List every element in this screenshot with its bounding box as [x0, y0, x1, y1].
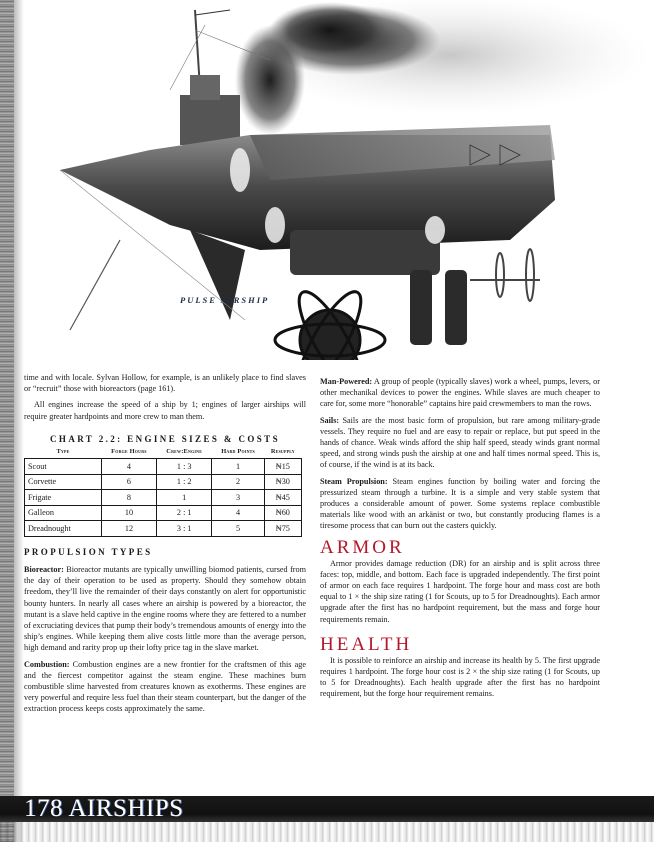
pulse-airship-illustration: [30, 0, 650, 360]
cell-crew-engine: 2 : 1: [156, 505, 212, 521]
cell-type: Frigate: [25, 490, 102, 506]
cell-hard-points: 1: [212, 459, 264, 475]
cell-type: Scout: [25, 459, 102, 475]
cell-resupply: ₦60: [264, 505, 301, 521]
page-number: 178: [24, 795, 63, 822]
cell-crew-engine: 1 : 2: [156, 474, 212, 490]
man-powered-term: Man-Powered:: [320, 377, 373, 386]
sails-paragraph: [320, 415, 600, 471]
cell-forge-hours: 12: [101, 521, 156, 537]
cell-type: Galleon: [25, 505, 102, 521]
header-forge-hours: Forge Hours: [111, 448, 147, 456]
health-paragraph: It is possible to reinforce an airship and increase its health by 5. The first upgrade requires 1 hardpoint. The forge hour cost is 2 × the ship size rating (1 for Scouts, up to 5 for Dreadnoughts). Each health upgrade after the first has no hardpoint requirement, but the forge hour requirement remains.: [320, 655, 600, 699]
cell-resupply: ₦45: [264, 490, 301, 506]
steam-paragraph: [320, 476, 600, 532]
steam-text: Steam engines function by boiling water and forcing the pressurized steam through a turbine. It is a simple and very stable system that produces a considerable amount of power. Some systems replace combustible materials like wood with an arkänist or two, but constantly producing flames is a tiresome process that can burn out the casters quickly.: [320, 476, 600, 531]
cell-resupply: ₦75: [264, 521, 301, 537]
right-column: [320, 376, 600, 705]
table-row: [25, 490, 302, 506]
health-heading: HEALTH: [320, 633, 413, 655]
combustion-term: Combustion:: [24, 659, 70, 669]
page-footer: [24, 795, 184, 823]
cell-type: Dreadnought: [25, 521, 102, 537]
intro-paragraph-2: All engines increase the speed of a ship by 1; engines of larger airships will require greater hardpoints and more crew to man them.: [24, 400, 306, 421]
header-crew-engine: Crew:Engine: [166, 448, 203, 456]
engine-sizes-table: [24, 446, 302, 537]
header-resupply: Resupply: [270, 448, 295, 456]
cell-hard-points: 3: [212, 490, 264, 506]
cell-forge-hours: 4: [101, 459, 156, 475]
header-type: Type: [56, 448, 70, 456]
combustion-text: Combustion engines are a new frontier for the craftsmen of this age and the fiercest competitor against the steam engine. These machines burn combustible slime harvested from creatures known as exotherms. These engines are very powerful and require less fuel than their steam counterpart, but the danger of the extraction process keeps costs approximately the same.: [24, 659, 306, 714]
armor-paragraph: Armor provides damage reduction (DR) for an airship and is split across three faces: top, middle, and bottom. Each face is upgraded independently. The first point of armor on each face requires 1 hardpoint. The forge hour and mass cost are both equal to 1 × the ship size rating (1 for Scouts, up to 5 for Dreadnoughts). Each armor upgrade after the first has no hardpoint requirement, but the mass and forge hour requirements remain.: [320, 558, 600, 624]
cell-hard-points: 5: [212, 521, 264, 537]
intro-paragraph-1: time and with locale. Sylvan Hollow, for example, is an unlikely place to find slaves or “recruit” those with bioreactors (page 161).: [24, 373, 306, 394]
table-header-row: [25, 446, 302, 459]
cell-forge-hours: 10: [101, 505, 156, 521]
man-powered-text: A group of people (typically slaves) work a wheel, pumps, levers, or other mechanikal devices to power the engines. While slaves are much cheaper to care for, some more “honorable” captains hire paid crewmembers to man the rows.: [320, 377, 600, 409]
bioreactor-paragraph: [24, 564, 306, 654]
combustion-paragraph: [24, 659, 306, 715]
table-row: [25, 505, 302, 521]
steam-term: Steam Propulsion:: [320, 476, 388, 486]
cell-crew-engine: 3 : 1: [156, 521, 212, 537]
table-row: [25, 521, 302, 537]
page-edge-texture: [0, 0, 14, 842]
table-row: [25, 459, 302, 475]
section-title: AIRSHIPS: [68, 795, 184, 822]
sails-text: Sails are the most basic form of propulsion, but rare among military-grade vessels. They require no fuel and are easy to repair or replace, but put speed in the hands of chance. Weak winds afford the ship half speed, steady winds grant normal speed, and strong winds push the airship at one and half times normal speed. This is, of course, if the wind is at its back.: [320, 415, 600, 470]
header-hard-points: Hard Points: [221, 448, 255, 456]
cell-hard-points: 2: [212, 474, 264, 490]
cell-crew-engine: 1: [156, 490, 212, 506]
armor-heading: ARMOR: [320, 536, 405, 558]
man-powered-paragraph: [320, 376, 600, 410]
table-row: [25, 474, 302, 490]
cell-hard-points: 4: [212, 505, 264, 521]
illustration-caption: PULSE AIRSHIP: [180, 295, 270, 305]
cell-forge-hours: 6: [101, 474, 156, 490]
airship-icon: [30, 0, 650, 360]
bioreactor-term: Bioreactor:: [24, 564, 64, 574]
cell-type: Corvette: [25, 474, 102, 490]
cell-resupply: ₦30: [264, 474, 301, 490]
chart-title: CHART 2.2: ENGINE SIZES & COSTS: [50, 433, 280, 444]
left-column: [24, 372, 306, 720]
cell-forge-hours: 8: [101, 490, 156, 506]
cell-resupply: ₦15: [264, 459, 301, 475]
bioreactor-text: Bioreactor mutants are typically unwilling biomod patients, cursed from the day of their operation to be used as property. Should they somehow obtain freedom, they’ll live the remainder of their days constantly on alert for opportunistic bounty hunters. In nearly all cases where an airship is powered by a bioreactor, the mutant is a slave held captive in the engine rooms where they are fettered to a number of excruciating devices that pump their body’s tremendous amounts of energy into the ship’s engines. While keeping them alive costs little more than the average person, high demand and rarity prop up their lofty price tag in the slave market.: [24, 564, 306, 653]
sails-term: Sails:: [320, 415, 340, 425]
propulsion-types-heading: PROPULSION TYPES: [24, 546, 153, 557]
cell-crew-engine: 1 : 3: [156, 459, 212, 475]
